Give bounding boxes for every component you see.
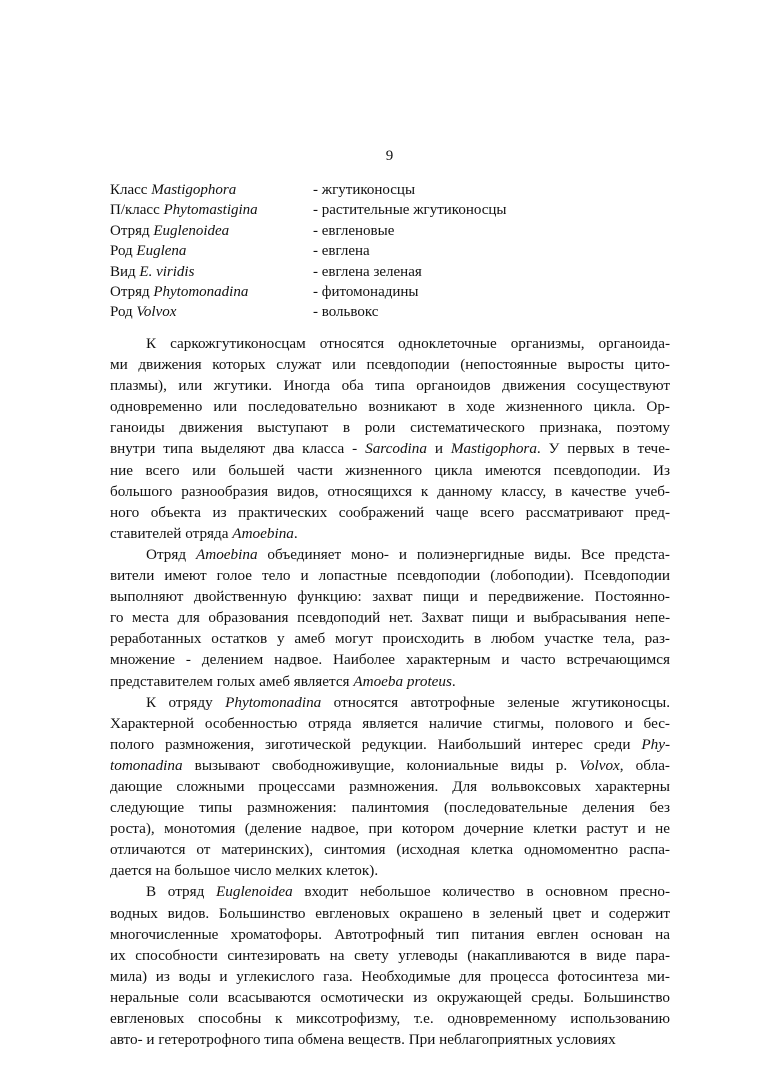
taxon-common-name: - вольвокс xyxy=(313,304,379,321)
text-line xyxy=(110,565,670,586)
body-text xyxy=(110,333,670,1050)
taxon-rank: Класс xyxy=(110,182,152,198)
text-segment: одновременно или последовательно возникают в ходе жизненного цикла. Ор- xyxy=(110,398,670,416)
taxon-rank: Отряд xyxy=(110,284,154,301)
text-segment: роста), монотомия (деление надвое, при котором дочерние клетки растут и не xyxy=(110,820,670,838)
text-segment: их способности синтезировать на свету углеводы (накапливаются в виде пара- xyxy=(110,946,670,964)
text-segment: вызывают свободноживущие, колониальные виды р. xyxy=(182,756,580,774)
paragraph xyxy=(110,881,670,1050)
text-segment: евгленовых способны к миксотрофизму, т.е. одновременному использованию xyxy=(110,1010,670,1027)
text-segment: плазмы), или жгутики. Иногда оба типа органоидов движения сосуществуют xyxy=(110,377,670,395)
taxon-name xyxy=(110,241,313,261)
taxon-rank: П/класс xyxy=(110,202,164,219)
text-segment: реработанных остатков у амеб могут происходить в любом участке тела, раз- xyxy=(110,630,670,648)
text-line xyxy=(110,755,670,776)
latin-term: Amoebina xyxy=(195,545,258,563)
text-segment: . xyxy=(451,672,456,690)
latin-term: Amoeba proteus xyxy=(353,672,452,690)
text-segment: следующие типы размножения: палинтомия (последовательные деления без xyxy=(110,799,670,817)
taxonomy-row xyxy=(110,262,506,282)
text-segment: большого разнообразия видов, относящихся к данному классу, в качестве учеб- xyxy=(110,482,670,500)
text-line xyxy=(110,333,670,354)
taxonomy-list xyxy=(110,180,506,323)
text-segment: ние всего или большей части жизненного цикла имеются псевдоподии. Из xyxy=(110,461,670,479)
text-segment: дается на большое число мелких клеток). xyxy=(110,862,379,880)
text-segment: ми движения которых служат или псевдоподии (непостоянные выросты цито- xyxy=(110,356,670,374)
taxon-rank: Род xyxy=(110,304,137,321)
text-segment: входит небольшое количество в основном пресно- xyxy=(292,883,671,901)
text-segment: дающие сложными процессами размножения. Для вольвоксовых характерны xyxy=(110,777,670,795)
taxon-latin-name: Volvox xyxy=(136,304,177,321)
text-line xyxy=(110,502,670,523)
taxon-rank: Отряд xyxy=(110,222,154,239)
taxon-name xyxy=(110,282,313,302)
taxon-name xyxy=(110,200,313,220)
taxon-common-name: - евглена зеленая xyxy=(313,263,422,280)
taxon-common-name: - растительные жгутиконосцы xyxy=(313,202,507,219)
text-line xyxy=(110,544,670,565)
text-line xyxy=(110,354,670,375)
taxon-common-name: - жгутиконосцы xyxy=(313,182,416,198)
text-segment: и xyxy=(426,440,451,458)
latin-term: Sarcodina xyxy=(365,440,427,458)
taxon-name xyxy=(110,221,313,241)
text-segment: мила) из воды и углекислого газа. Необходимые для процесса фотосинтеза ми- xyxy=(110,967,670,985)
paragraph xyxy=(110,544,670,692)
text-line xyxy=(110,797,670,818)
paragraph xyxy=(110,692,670,882)
text-segment: В отряд xyxy=(146,883,216,901)
taxonomy-row xyxy=(110,241,506,261)
latin-term: Amoebina xyxy=(232,524,294,542)
text-segment: Отряд xyxy=(146,545,196,563)
taxonomy-row xyxy=(110,221,506,241)
latin-term: Mastigophora xyxy=(450,440,537,458)
text-line xyxy=(110,671,670,692)
taxon-latin-name: E. viridis xyxy=(139,263,195,280)
text-line xyxy=(110,966,670,987)
text-segment: , обла- xyxy=(619,756,670,774)
text-segment: ганоиды движения выступают в роли систематического признака, поэтому xyxy=(110,419,670,437)
text-segment: К саркожгутиконосцам относятся одноклеточные организмы, органоида- xyxy=(146,335,670,352)
text-segment: неральные соли всасываются осмотически из окружающей среды. Большинство xyxy=(110,988,670,1006)
text-segment: многочисленные хроматофоры. Автотрофный тип питания евглен основан на xyxy=(110,925,670,943)
latin-term: Euglenoidea xyxy=(216,883,293,901)
taxon-rank: Вид xyxy=(110,263,140,280)
taxon-latin-name: Phytomastigina xyxy=(163,202,258,219)
text-line xyxy=(110,903,670,924)
text-line xyxy=(110,649,670,670)
text-segment: отличаются от материнских), синтомия (исходная клетка одномоментно распа- xyxy=(110,841,670,859)
taxon-name xyxy=(110,302,313,322)
taxon-latin-name: Mastigophora xyxy=(151,182,237,198)
text-segment: ного объекта из практических соображений чаще всего рассматривают пред- xyxy=(110,503,670,521)
taxon-latin-name: Phytomonadina xyxy=(153,284,249,301)
taxonomy-row xyxy=(110,200,506,220)
taxon-common-name: - евгленовые xyxy=(313,222,395,239)
text-line xyxy=(110,924,670,945)
taxon-rank: Род xyxy=(110,243,137,260)
taxonomy-row xyxy=(110,180,506,200)
latin-term: Volvox xyxy=(579,756,620,774)
text-segment: . xyxy=(293,524,298,542)
text-segment: го места для образования псевдоподий нет. Захват пищи и выбрасывания непе- xyxy=(110,609,670,627)
text-line xyxy=(110,1008,670,1029)
taxon-common-name: - евглена xyxy=(313,243,370,260)
latin-term: tomonadina xyxy=(110,756,183,774)
text-line xyxy=(110,586,670,607)
text-segment: Характерной особенностью отряда является наличие стигмы, полового и бес- xyxy=(110,714,670,732)
text-line xyxy=(110,481,670,502)
text-segment: . У первых в тече- xyxy=(536,440,670,458)
text-line xyxy=(110,692,670,713)
text-segment: представителем голых амеб является xyxy=(110,672,354,690)
taxon-latin-name: Euglenoidea xyxy=(153,222,230,239)
text-line xyxy=(110,1029,670,1050)
text-segment: полого размножения, зиготической редукции. Наибольший интерес среди xyxy=(110,735,642,753)
page-number: 9 xyxy=(385,148,394,164)
text-line xyxy=(110,396,670,417)
text-line xyxy=(110,987,670,1008)
text-line xyxy=(110,881,670,902)
text-line xyxy=(110,438,670,459)
text-line xyxy=(110,375,670,396)
text-line xyxy=(110,839,670,860)
text-segment: авто- и гетеротрофного типа обмена веществ. При неблагоприятных условиях xyxy=(110,1031,616,1049)
text-segment: водных видов. Большинство евгленовых окрашено в зеленый цвет и содержит xyxy=(110,904,670,922)
text-line xyxy=(110,713,670,734)
text-line xyxy=(110,607,670,628)
text-line xyxy=(110,460,670,481)
text-segment: вители имеют голое тело и лопастные псевдоподии (лобоподии). Псевдоподии xyxy=(110,567,670,585)
text-line xyxy=(110,417,670,438)
text-segment: выполняют двойственную функцию: захват пищи и передвижение. Постоянно- xyxy=(110,588,670,606)
taxonomy-row xyxy=(110,282,506,302)
latin-term: Phytomonadina xyxy=(225,693,322,711)
taxonomy-row xyxy=(110,302,506,322)
text-line xyxy=(110,628,670,649)
taxon-name xyxy=(110,262,313,282)
text-line xyxy=(110,945,670,966)
taxon-common-name: - фитомонадины xyxy=(313,284,419,301)
taxon-latin-name: Euglena xyxy=(136,243,187,260)
text-segment: К отряду xyxy=(146,693,226,711)
text-line xyxy=(110,523,670,544)
taxon-name xyxy=(110,180,313,200)
text-segment: ставителей отряда xyxy=(110,524,233,542)
text-segment: относятся автотрофные зеленые жгутиконосцы. xyxy=(321,693,670,711)
text-line xyxy=(110,818,670,839)
paragraph xyxy=(110,333,670,544)
text-line xyxy=(110,734,670,755)
text-segment: множение - делением надвое. Наиболее характерным и часто встречающимся xyxy=(110,651,670,669)
latin-term: Phy- xyxy=(641,735,670,753)
text-segment: внутри типа выделяют два класса - xyxy=(110,440,366,458)
text-line xyxy=(110,776,670,797)
text-line xyxy=(110,860,670,881)
text-segment: объединяет моно- и полиэнергидные виды. Все предста- xyxy=(257,545,670,563)
